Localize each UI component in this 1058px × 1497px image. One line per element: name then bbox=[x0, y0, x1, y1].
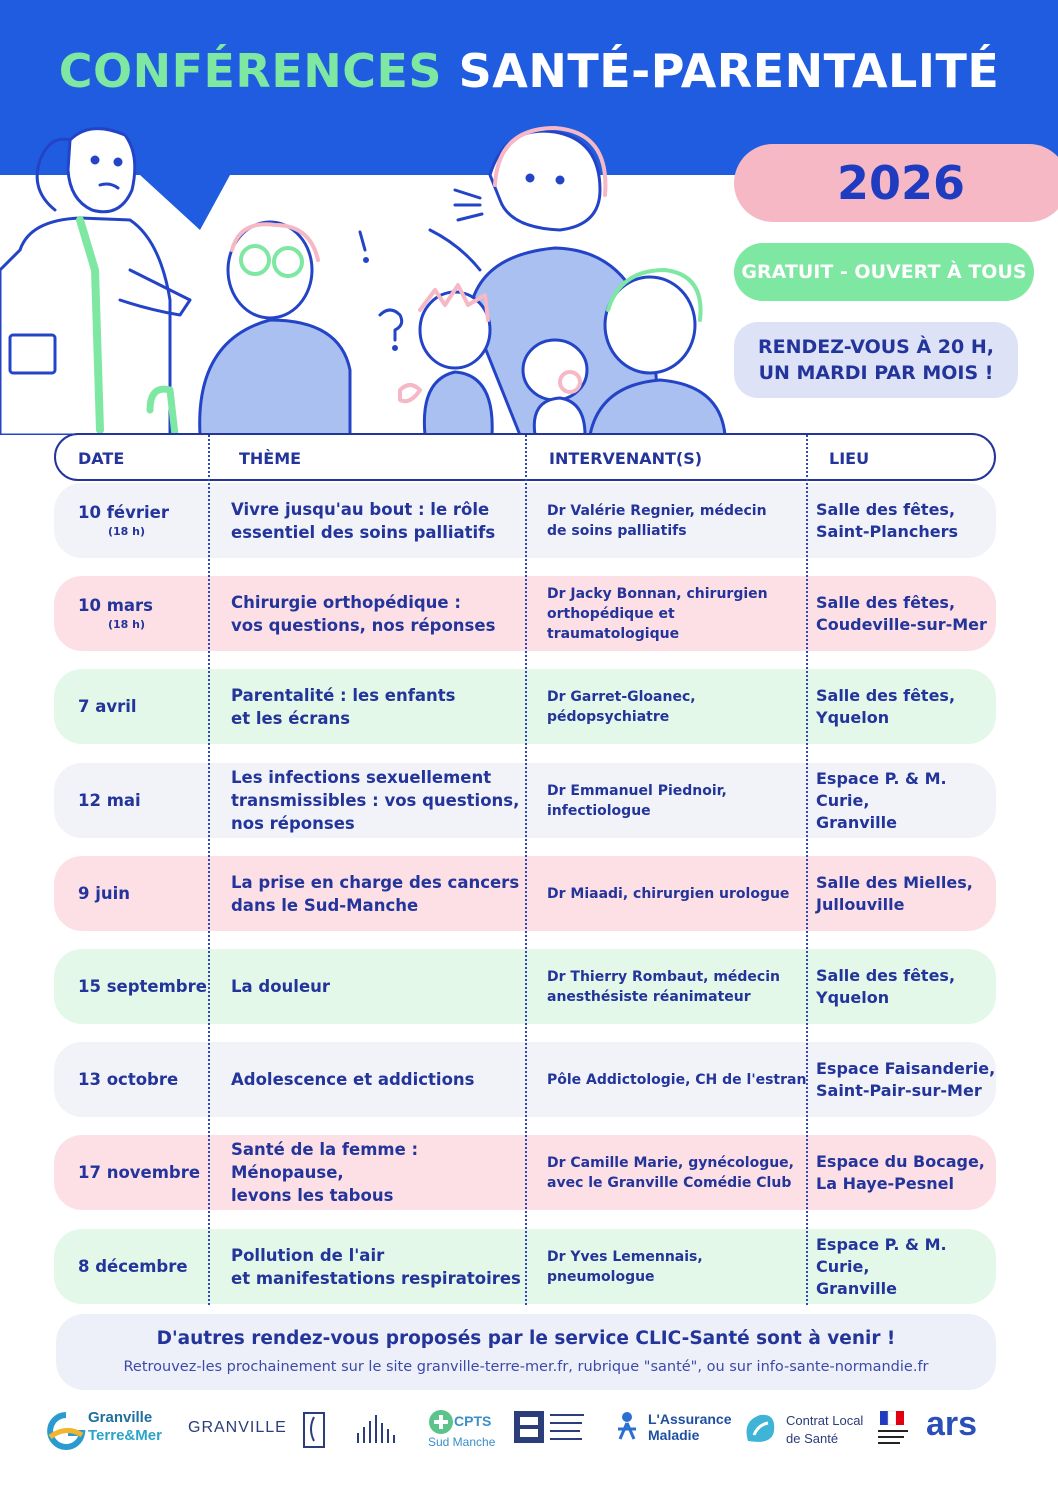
place-line: Saint-Pair-sur-Mer bbox=[816, 1080, 982, 1100]
place-line: Espace du Bocage, bbox=[816, 1151, 985, 1171]
speaker-cell bbox=[547, 669, 807, 744]
page-title bbox=[0, 44, 1058, 98]
theme-cell bbox=[231, 483, 531, 558]
speaker-line: Dr Yves Lemennais, pneumologue bbox=[547, 1248, 703, 1285]
column-separator bbox=[806, 435, 808, 1305]
speaker-line: Dr Camille Marie, gynécologue, bbox=[547, 1154, 794, 1171]
place-line: Salle des fêtes, bbox=[816, 499, 956, 519]
speaker-line: Dr Valérie Regnier, médecin bbox=[547, 502, 767, 519]
column-separator bbox=[525, 435, 527, 1305]
date-cell bbox=[78, 763, 218, 838]
theme-cell bbox=[231, 763, 531, 838]
theme-cell bbox=[231, 669, 531, 744]
speaker-cell bbox=[547, 856, 807, 931]
free-badge: GRATUIT - OUVERT À TOUS bbox=[734, 243, 1034, 301]
schedule-line-1: RENDEZ-VOUS À 20 H, bbox=[758, 336, 994, 358]
footer-box bbox=[56, 1314, 996, 1390]
place-line: Salle des fêtes, bbox=[816, 685, 956, 705]
speaker-line: anesthésiste réanimateur bbox=[547, 988, 751, 1005]
theme-line: nos réponses bbox=[231, 814, 355, 833]
schedule-line-2: UN MARDI PAR MOIS ! bbox=[758, 362, 994, 384]
speaker-line: orthopédique et traumatologique bbox=[547, 605, 680, 642]
place-cell bbox=[816, 1042, 996, 1117]
partner-logos bbox=[40, 1405, 1030, 1465]
time-text: (18 h) bbox=[108, 524, 146, 538]
place-line: Espace P. & M. Curie, bbox=[816, 768, 947, 810]
theme-line: et les écrans bbox=[231, 708, 351, 728]
speaker-line: Dr Garret-Gloanec, bbox=[547, 688, 696, 705]
speaker-cell bbox=[547, 1135, 807, 1210]
speaker-cell bbox=[547, 483, 807, 558]
date-cell bbox=[78, 1135, 218, 1210]
speaker-line: Dr Emmanuel Piednoir, bbox=[547, 782, 727, 799]
contrat-local-sante-logo: Contrat Local de Santé bbox=[742, 1405, 862, 1465]
theme-line: essentiel des soins palliatifs bbox=[231, 522, 496, 542]
theme-line: dans le Sud-Manche bbox=[231, 895, 419, 915]
place-line: La Haye-Pesnel bbox=[816, 1173, 955, 1193]
republique-francaise-logo bbox=[874, 1405, 918, 1465]
place-cell bbox=[816, 856, 996, 931]
place-cell bbox=[816, 483, 996, 558]
theme-line: Santé de la femme : Ménopause, bbox=[231, 1140, 419, 1182]
date-text: 13 octobre bbox=[78, 1069, 179, 1089]
footer-sub-text: Retrouvez-les prochainement sur le site granville-terre-mer.fr, rubrique "santé", ou sur info-sante-normandie.fr bbox=[123, 1359, 929, 1375]
speaker-line: infectiologue bbox=[547, 802, 651, 819]
theme-cell bbox=[231, 576, 531, 651]
date-cell bbox=[78, 483, 218, 558]
date-text: 10 février bbox=[78, 502, 169, 522]
speaker-cell bbox=[547, 1229, 807, 1304]
header-place: LIEU bbox=[829, 449, 870, 468]
place-cell bbox=[816, 1229, 996, 1304]
speaker-cell bbox=[547, 576, 807, 651]
theme-cell bbox=[231, 1042, 531, 1117]
date-text: 17 novembre bbox=[78, 1162, 201, 1182]
theme-line: Vivre jusqu'au bout : le rôle bbox=[231, 499, 490, 519]
famille-retraite-logo bbox=[512, 1405, 592, 1465]
date-text: 7 avril bbox=[78, 696, 137, 716]
theme-line: vos questions, nos réponses bbox=[231, 615, 496, 635]
date-cell bbox=[78, 1229, 218, 1304]
place-line: Salle des fêtes, bbox=[816, 592, 956, 612]
footer-main-text: D'autres rendez-vous proposés par le service CLIC-Santé sont à venir ! bbox=[156, 1328, 896, 1349]
theme-line: Chirurgie orthopédique : bbox=[231, 592, 461, 612]
header-theme: THÈME bbox=[239, 449, 302, 468]
granville-city-logo: GRANVILLE bbox=[188, 1419, 287, 1436]
cpts-logo: CPTS Sud Manche bbox=[426, 1405, 506, 1465]
assurance-maladie-logo: L'Assurance Maladie bbox=[612, 1405, 732, 1465]
theme-line: La douleur bbox=[231, 977, 331, 996]
place-line: Espace P. & M. Curie, bbox=[816, 1234, 947, 1276]
speaker-cell bbox=[547, 949, 807, 1024]
column-separator bbox=[208, 435, 210, 1305]
place-line: Granville bbox=[816, 1278, 897, 1298]
theme-line: levons les tabous bbox=[231, 1186, 394, 1205]
speaker-line: avec le Granville Comédie Club bbox=[547, 1174, 792, 1191]
year-badge: 2026 bbox=[734, 144, 1058, 222]
header-date: DATE bbox=[78, 449, 125, 468]
hospital-logo bbox=[302, 1405, 332, 1465]
schedule-note bbox=[734, 322, 1018, 398]
header-speaker: INTERVENANT(S) bbox=[549, 449, 703, 468]
time-text: (18 h) bbox=[108, 617, 146, 631]
date-text: 12 mai bbox=[78, 790, 141, 810]
title-part-2: SANTÉ-PARENTALITÉ bbox=[458, 44, 1000, 98]
speaker-line: Dr Jacky Bonnan, chirurgien bbox=[547, 585, 768, 602]
date-text: 15 septembre bbox=[78, 976, 207, 996]
place-cell bbox=[816, 763, 996, 838]
place-line: Salle des Mielles, bbox=[816, 872, 973, 892]
speaker-cell bbox=[547, 763, 807, 838]
theme-line: Adolescence et addictions bbox=[231, 1070, 475, 1089]
date-cell bbox=[78, 856, 218, 931]
place-line: Yquelon bbox=[816, 987, 890, 1007]
theme-cell bbox=[231, 1135, 531, 1210]
family-illustration bbox=[0, 110, 730, 435]
place-cell bbox=[816, 576, 996, 651]
date-cell bbox=[78, 1042, 218, 1117]
place-line: Salle des fêtes, bbox=[816, 965, 956, 985]
theme-line: La prise en charge des cancers bbox=[231, 872, 520, 892]
place-line: Coudeville-sur-Mer bbox=[816, 614, 987, 634]
theme-line: Parentalité : les enfants bbox=[231, 685, 456, 705]
date-cell bbox=[78, 669, 218, 744]
theme-line: Les infections sexuellement bbox=[231, 768, 492, 787]
place-line: Yquelon bbox=[816, 707, 890, 727]
date-cell bbox=[78, 949, 218, 1024]
theme-cell bbox=[231, 949, 531, 1024]
speaker-cell bbox=[547, 1042, 807, 1117]
theme-line: transmissibles : vos questions, bbox=[231, 791, 520, 810]
speaker-line: Dr Thierry Rombaut, médecin bbox=[547, 968, 780, 985]
mont-saint-michel-logo bbox=[352, 1405, 407, 1465]
speaker-line: de soins palliatifs bbox=[547, 522, 687, 539]
date-text: 9 juin bbox=[78, 883, 131, 903]
theme-line: et manifestations respiratoires bbox=[231, 1268, 521, 1288]
place-line: Espace Faisanderie, bbox=[816, 1058, 996, 1078]
theme-cell bbox=[231, 1229, 531, 1304]
speaker-line: Pôle Addictologie, CH de l'estran bbox=[547, 1071, 807, 1088]
place-line: Jullouville bbox=[816, 894, 905, 914]
theme-cell bbox=[231, 856, 531, 931]
ars-logo: ars bbox=[926, 1405, 978, 1443]
place-cell bbox=[816, 669, 996, 744]
title-part-1: CONFÉRENCES bbox=[58, 44, 443, 98]
speaker-line: Dr Miaadi, chirurgien urologue bbox=[547, 885, 790, 902]
granville-terre-mer-logo: Granville Terre&Mer bbox=[46, 1405, 166, 1465]
place-cell bbox=[816, 1135, 996, 1210]
place-cell bbox=[816, 949, 996, 1024]
place-line: Granville bbox=[816, 812, 897, 832]
theme-line: Pollution de l'air bbox=[231, 1245, 385, 1265]
date-cell bbox=[78, 576, 218, 651]
date-text: 8 décembre bbox=[78, 1256, 188, 1276]
place-line: Saint-Planchers bbox=[816, 521, 959, 541]
date-text: 10 mars bbox=[78, 595, 153, 615]
speaker-line: pédopsychiatre bbox=[547, 708, 670, 725]
